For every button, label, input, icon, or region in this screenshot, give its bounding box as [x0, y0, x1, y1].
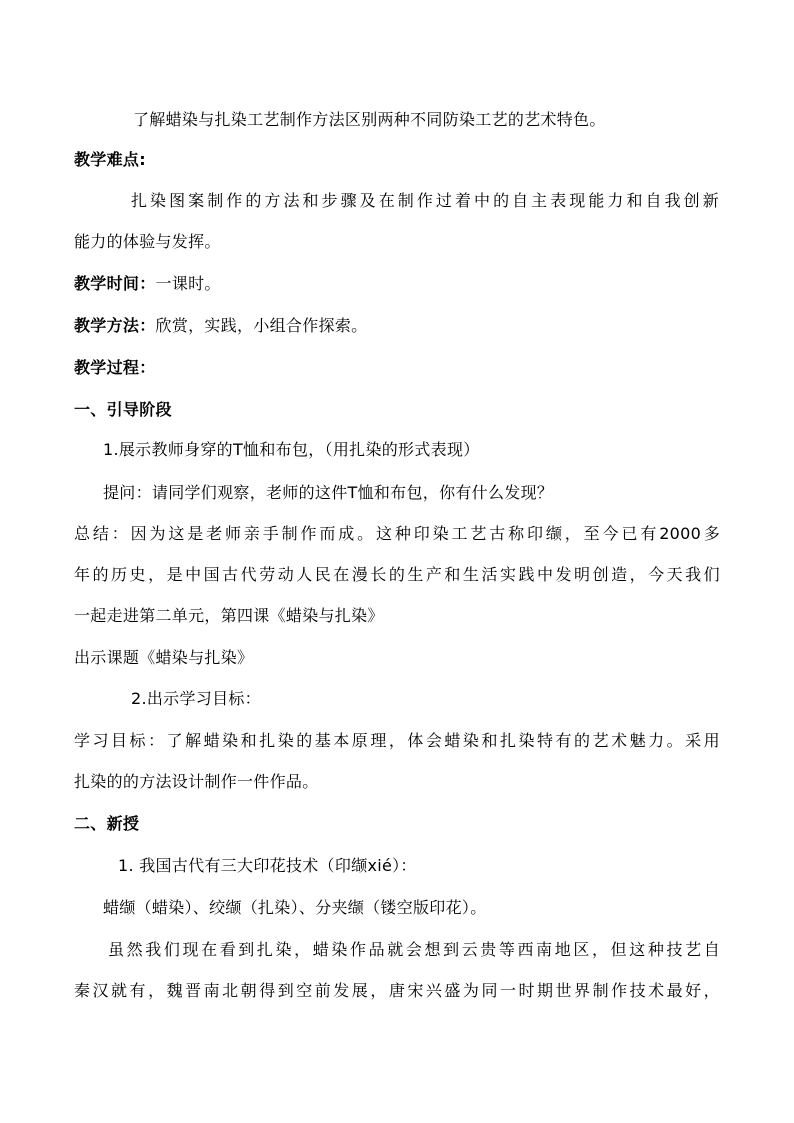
difficulty-text-line-1: 扎染图案制作的方法和步骤及在制作过着中的自主表现能力和自我创新: [131, 191, 719, 210]
difficulty-text-line-2: 能力的体验与发挥。: [74, 232, 221, 251]
summary-line-3: 一起走进第二单元，第四课《蜡染与扎染》: [74, 606, 384, 625]
time-row: [74, 272, 221, 296]
topic-display-text: 出示课题《蜡染与扎染》: [74, 648, 254, 667]
method-label: 教学方法：: [74, 316, 156, 335]
difficulty-heading: 教学难点:: [74, 150, 146, 169]
history-line-1: 虽然我们现在看到扎染，蜡染作品就会想到云贵等西南地区，但这种技艺自: [108, 940, 720, 959]
summary-line-1: 总结：因为这是老师亲手制作而成。这种印染工艺古称印缬，至今已有2000多: [74, 524, 720, 543]
process-heading: 教学过程：: [74, 358, 156, 377]
printing-techniques-text: 蜡缬（蜡染）、绞缬（扎染）、分夹缬（镂空版印花）。: [103, 898, 487, 917]
section-one-heading: 一、引导阶段: [74, 400, 172, 419]
section-two-heading: 二、新授: [74, 814, 140, 833]
step-1-text: 1.展示教师身穿的T恤和布包，（用扎染的形式表现）: [103, 440, 480, 459]
new-item-1-text: 1. 我国古代有三大印花技术（印缬xié）：: [118, 856, 417, 875]
history-line-2: 秦汉就有，魏晋南北朝得到空前发展，唐宋兴盛为同一时期世界制作技术最好，: [74, 981, 720, 1000]
objective-text-line: 了解蜡染与扎染工艺制作方法区别两种不同防染工艺的艺术特色。: [133, 110, 606, 129]
time-label: 教学时间：: [74, 274, 156, 293]
learning-goal-line-1: 学习目标：了解蜡染和扎染的基本原理，体会蜡染和扎染特有的艺术魅力。采用: [74, 731, 720, 750]
time-value: 一课时。: [155, 274, 221, 293]
method-row: [74, 314, 367, 338]
question-text: 提问：请同学们观察，老师的这件T恤和布包，你有什么发现？: [103, 483, 554, 502]
learning-goal-line-2: 扎染的的方法设计制作一件作品。: [74, 772, 319, 791]
step-2-text: 2.出示学习目标：: [131, 689, 261, 708]
summary-line-2: 年的历史，是中国古代劳动人民在漫长的生产和生活实践中发明创造，今天我们: [74, 565, 720, 584]
method-value: 欣赏，实践，小组合作探索。: [155, 316, 368, 335]
